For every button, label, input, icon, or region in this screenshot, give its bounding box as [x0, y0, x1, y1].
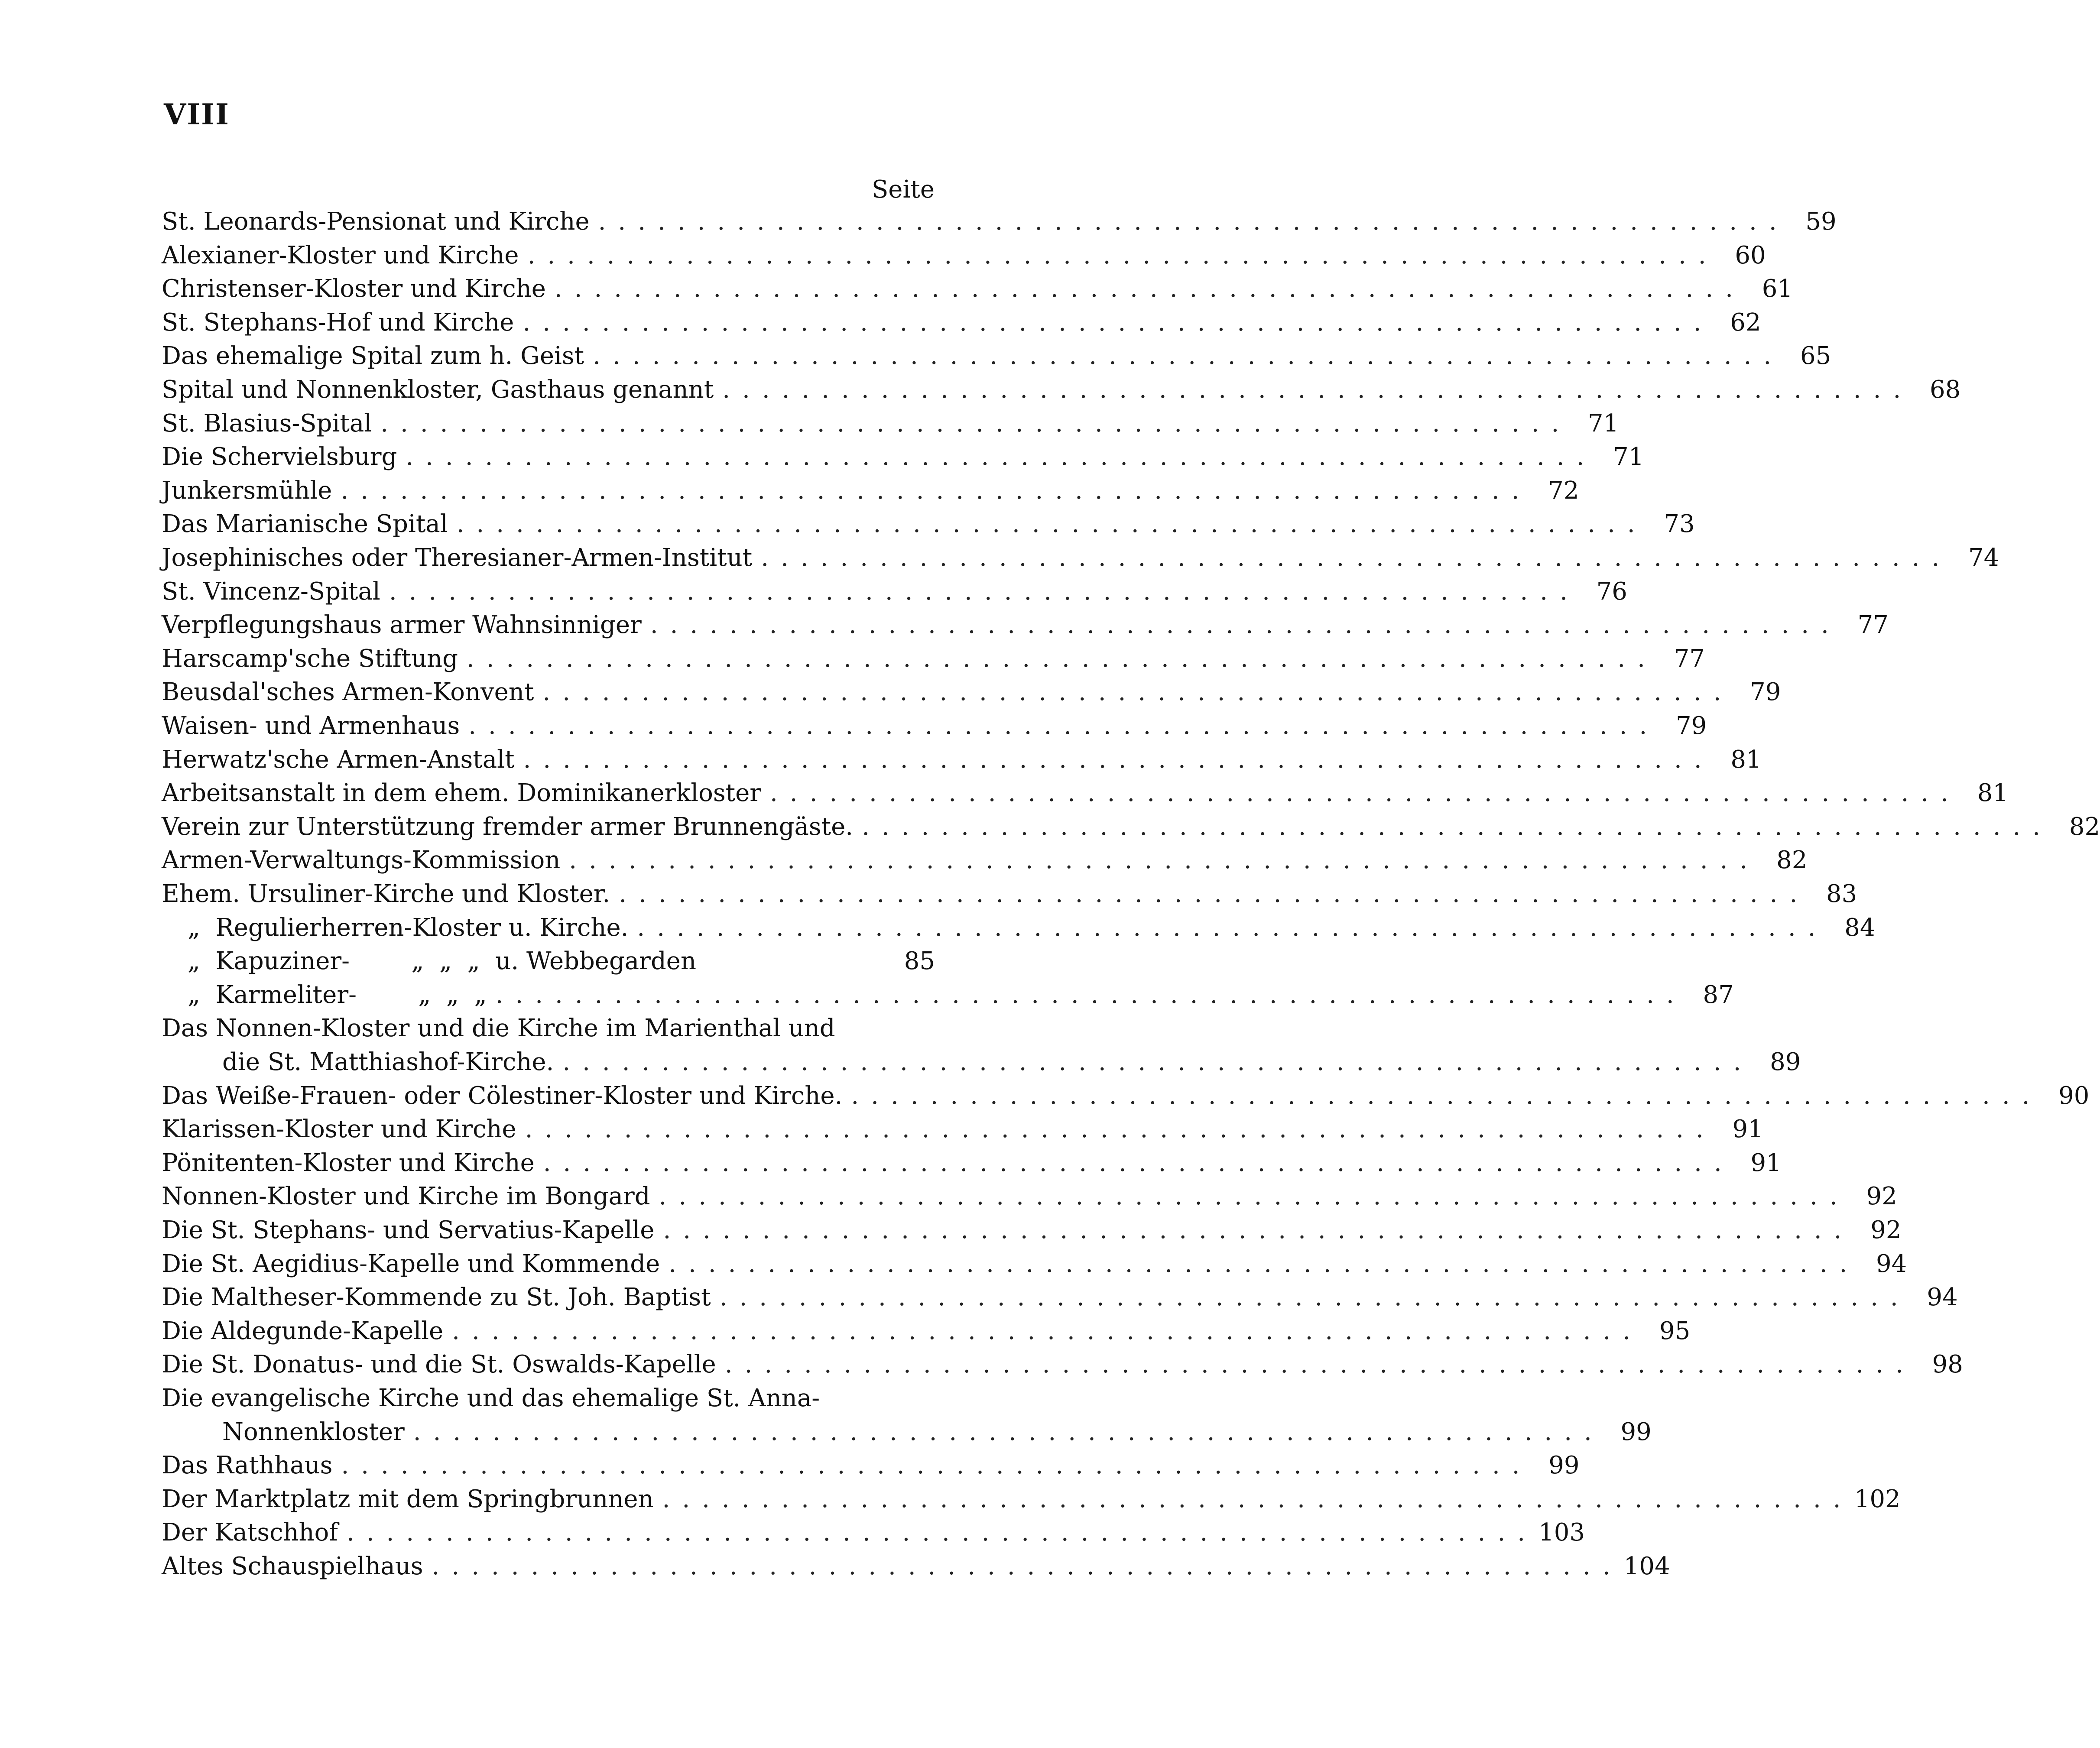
toc-entry	[162, 809, 2100, 842]
toc-entry-page: 85	[904, 947, 935, 976]
toc-entry	[162, 1279, 1958, 1313]
toc-entry	[162, 674, 1781, 707]
toc-entry	[162, 1212, 1902, 1245]
toc-entry	[162, 204, 1837, 237]
toc-entry-title: Die Aldegunde-Kapelle	[162, 1317, 444, 1345]
toc-entry-title: Altes Schauspielhaus	[162, 1552, 423, 1580]
toc-entry-page: 71	[1613, 443, 1644, 471]
toc-entry-title: Das Nonnen-Kloster und die Kirche im Marienthal und	[162, 1014, 835, 1043]
toc-entry	[162, 876, 1857, 909]
dot-leader: ............................................................	[722, 376, 1913, 404]
toc-entry-title: St. Vincenz-Spital	[162, 577, 380, 606]
toc-entry	[162, 1414, 1652, 1447]
dot-leader: ............................................................	[452, 1317, 1643, 1345]
dot-leader: ............................................................	[413, 1417, 1604, 1446]
toc-entry-title: Verein zur Unterstützung fremder armer Brunnengäste.	[162, 812, 854, 841]
dot-leader: ............................................................	[380, 409, 1571, 438]
dot-leader: ............................................................	[862, 812, 2053, 841]
toc-entry-page: 99	[1620, 1417, 1652, 1446]
toc-entry	[162, 977, 1734, 1010]
toc-entry-page: 89	[1770, 1048, 1801, 1076]
toc-entry-title: Christenser-Kloster und Kirche	[162, 275, 546, 303]
toc-entry-page: 71	[1588, 409, 1619, 438]
dot-leader: ............................................................	[662, 1485, 1853, 1513]
toc-entry-page: 82	[2069, 812, 2100, 841]
dot-leader: ............................................................	[619, 880, 1810, 908]
toc-entry	[162, 1380, 935, 1414]
toc-entry-title: Das Rathhaus	[162, 1451, 333, 1480]
toc-entry	[162, 842, 1808, 876]
toc-entry-title: Waisen- und Armenhaus	[162, 712, 460, 740]
toc-entry-title: Der Marktplatz mit dem Springbrunnen	[162, 1485, 654, 1513]
dot-leader: ............................................................	[341, 1451, 1532, 1480]
toc-entry	[162, 775, 2009, 808]
dot-leader: ............................................................	[432, 1552, 1623, 1580]
dot-leader: ............................................................	[719, 1283, 1910, 1312]
toc-entry	[162, 641, 1705, 674]
toc-entry-title: St. Leonards-Pensionat und Kirche	[162, 208, 590, 236]
toc-entry-page: 76	[1596, 577, 1627, 606]
dot-leader: ............................................................	[543, 1148, 1734, 1177]
toc-entry-page: 77	[1674, 644, 1705, 673]
dot-leader: ............................................................	[650, 611, 1841, 639]
toc-entry-title: Die Maltheser-Kommende zu St. Joh. Baptist	[162, 1283, 711, 1312]
toc-entry-page: 91	[1750, 1148, 1782, 1177]
toc-entry-page: 84	[1844, 913, 1876, 942]
toc-entry-page: 59	[1805, 208, 1837, 236]
toc-entry-title: Pönitenten-Kloster und Kirche	[162, 1148, 535, 1177]
dot-leader: ............................................................	[468, 712, 1659, 740]
toc-entry-title: „ Regulierherren-Kloster u. Kirche.	[188, 913, 629, 942]
dot-leader: ............................................................	[851, 1081, 2042, 1110]
dot-leader: ............................................................	[527, 241, 1718, 269]
toc-entry-title: „ Kapuziner- „ „ „ u. Webbegarden	[188, 947, 697, 976]
dot-leader: ............................................................	[554, 275, 1745, 303]
toc-entry	[162, 1078, 2090, 1111]
toc-entry	[162, 473, 1579, 506]
toc-entry-page: 104	[1623, 1552, 1670, 1580]
toc-entry	[162, 1010, 935, 1044]
toc-entry-title: Nonnen-Kloster und Kirche im Bongard	[162, 1182, 650, 1211]
toc-entry-title: Die St. Stephans- und Servatius-Kapelle	[162, 1216, 655, 1244]
toc-entry-title: St. Blasius-Spital	[162, 409, 372, 438]
dot-leader: ............................................................	[523, 308, 1714, 337]
toc-entry	[162, 1447, 1580, 1481]
toc-entry	[162, 1313, 1691, 1346]
toc-entry	[162, 607, 1889, 640]
toc-entry-title: Die Schervielsburg	[162, 443, 397, 471]
toc-entry-title: Die evangelische Kirche und das ehemalige St. Anna-	[162, 1384, 820, 1412]
toc-entry	[162, 506, 1695, 539]
toc-entry-page: 74	[1968, 544, 1999, 572]
toc-entry	[162, 1044, 1801, 1077]
dot-leader: ............................................................	[347, 1518, 1538, 1547]
toc-entry-page: 103	[1538, 1518, 1585, 1547]
toc-entry-page: 79	[1676, 712, 1707, 740]
toc-entry-page: 91	[1732, 1115, 1763, 1144]
toc-entry	[162, 1515, 1585, 1548]
toc-entry-title: St. Stephans-Hof und Kirche	[162, 308, 514, 337]
dot-leader: ............................................................	[466, 644, 1657, 673]
toc-entry-page: 65	[1800, 342, 1831, 370]
toc-entry-page: 82	[1776, 846, 1808, 875]
toc-entry-title: Das Marianische Spital	[162, 510, 448, 538]
toc-entry-title: Nonnenkloster	[222, 1417, 405, 1446]
dot-leader: ............................................................	[637, 913, 1828, 942]
dot-leader: ............................................................	[341, 476, 1532, 505]
toc-entry-page: 77	[1857, 611, 1889, 639]
toc-entry-title: Die St. Aegidius-Kapelle und Kommende	[162, 1249, 660, 1278]
toc-entry	[162, 1145, 1782, 1178]
toc-entry-page: 79	[1750, 678, 1781, 707]
toc-entry-title: Ehem. Ursuliner-Kirche und Kloster.	[162, 880, 610, 908]
toc-entry-page: 81	[1977, 779, 2009, 808]
dot-leader: ............................................................	[593, 342, 1784, 370]
toc-entry	[162, 1246, 1907, 1279]
toc-entry	[162, 338, 1831, 371]
toc-entry-page: 68	[1930, 376, 1961, 404]
toc-entry	[162, 1111, 1763, 1145]
toc-entry-page: 94	[1927, 1283, 1958, 1312]
toc-entry-title: Josephinisches oder Theresianer-Armen-Institut	[162, 544, 753, 572]
page-number: VIII	[164, 97, 230, 131]
dot-leader: ............................................................	[669, 1249, 1860, 1278]
toc-entry-page: 92	[1870, 1216, 1902, 1244]
toc-entry-title: Das Weiße-Frauen- oder Cölestiner-Kloster und Kirche.	[162, 1081, 843, 1110]
toc-entry	[162, 540, 1999, 573]
toc-entry	[162, 305, 1761, 338]
toc-entry-title: Junkersmühle	[162, 476, 332, 505]
toc-entry	[162, 372, 1961, 405]
dot-leader: ............................................................	[406, 443, 1597, 471]
dot-leader: ............................................................	[562, 1048, 1753, 1076]
toc-entry-title: Arbeitsanstalt in dem ehem. Dominikanerkloster	[162, 779, 761, 808]
toc-entry	[162, 574, 1627, 607]
toc-entry	[162, 1481, 1901, 1515]
toc-entry-title: Das ehemalige Spital zum h. Geist	[162, 342, 584, 370]
toc-entry-page: 60	[1735, 241, 1766, 269]
dot-leader: ............................................................	[495, 980, 1686, 1009]
dot-leader: ............................................................	[761, 544, 1952, 572]
toc-entry	[162, 439, 1644, 472]
toc-entry-title: „ Karmeliter- „ „ „	[188, 980, 487, 1009]
toc-entry	[162, 1548, 1670, 1582]
toc-entry-title: Harscamp'sche Stiftung	[162, 644, 458, 673]
dot-leader: ............................................................	[598, 208, 1789, 236]
toc-entry-page: 72	[1548, 476, 1579, 505]
toc-entry-title: Beusdal'sches Armen-Konvent	[162, 678, 534, 707]
toc-entry	[162, 943, 935, 976]
toc-entry-page: 98	[1932, 1350, 1963, 1379]
toc-entry-page: 61	[1762, 275, 1793, 303]
dot-leader: ............................................................	[659, 1182, 1850, 1211]
dot-leader: ............................................................	[542, 678, 1733, 707]
toc-entry	[162, 1178, 1897, 1212]
toc-entry-page: 92	[1866, 1182, 1897, 1211]
toc-entry-page: 102	[1854, 1485, 1901, 1513]
toc-entry-title: die St. Matthiashof-Kirche.	[222, 1048, 554, 1076]
toc-entry-title: Alexianer-Kloster und Kirche	[162, 241, 519, 269]
toc-entry	[162, 271, 1793, 304]
dot-leader: ............................................................	[769, 779, 1961, 808]
toc-entry-title: Klarissen-Kloster und Kirche	[162, 1115, 516, 1144]
dot-leader: ............................................................	[724, 1350, 1915, 1379]
dot-leader: ............................................................	[569, 846, 1760, 875]
toc-entry-title: Armen-Verwaltungs-Kommission	[162, 846, 561, 875]
dot-leader: ............................................................	[389, 577, 1580, 606]
toc-entry-title: Herwatz'sche Armen-Anstalt	[162, 745, 515, 774]
toc-entry	[162, 1346, 1963, 1380]
toc-entry-page: 83	[1826, 880, 1857, 908]
toc-entry-title: Verpflegungshaus armer Wahnsinniger	[162, 611, 642, 639]
dot-leader: ............................................................	[663, 1216, 1854, 1244]
toc-entry	[162, 237, 1766, 271]
toc-entry-page: 99	[1548, 1451, 1580, 1480]
toc-entry	[162, 405, 1619, 439]
toc-entry-page: 94	[1876, 1249, 1907, 1278]
toc-entry-title: Der Katschhof	[162, 1518, 338, 1547]
toc-entry-page: 62	[1730, 308, 1761, 337]
toc-entry-page: 73	[1664, 510, 1695, 538]
toc-entry-title: Die St. Donatus- und die St. Oswalds-Kapelle	[162, 1350, 716, 1379]
toc-entry-page: 90	[2058, 1081, 2090, 1110]
toc-entry	[162, 708, 1707, 741]
toc-entry	[162, 742, 1762, 775]
toc-entry	[162, 910, 1876, 943]
column-header-seite: Seite	[871, 175, 935, 204]
toc-entry-title: Spital und Nonnenkloster, Gasthaus genannt	[162, 376, 714, 404]
dot-leader: ............................................................	[525, 1115, 1716, 1144]
dot-leader: ............................................................	[523, 745, 1714, 774]
toc-entry-page: 81	[1730, 745, 1762, 774]
dot-leader: ............................................................	[456, 510, 1647, 538]
toc-entry-page: 87	[1703, 980, 1734, 1009]
toc-entry-page: 95	[1659, 1317, 1691, 1345]
